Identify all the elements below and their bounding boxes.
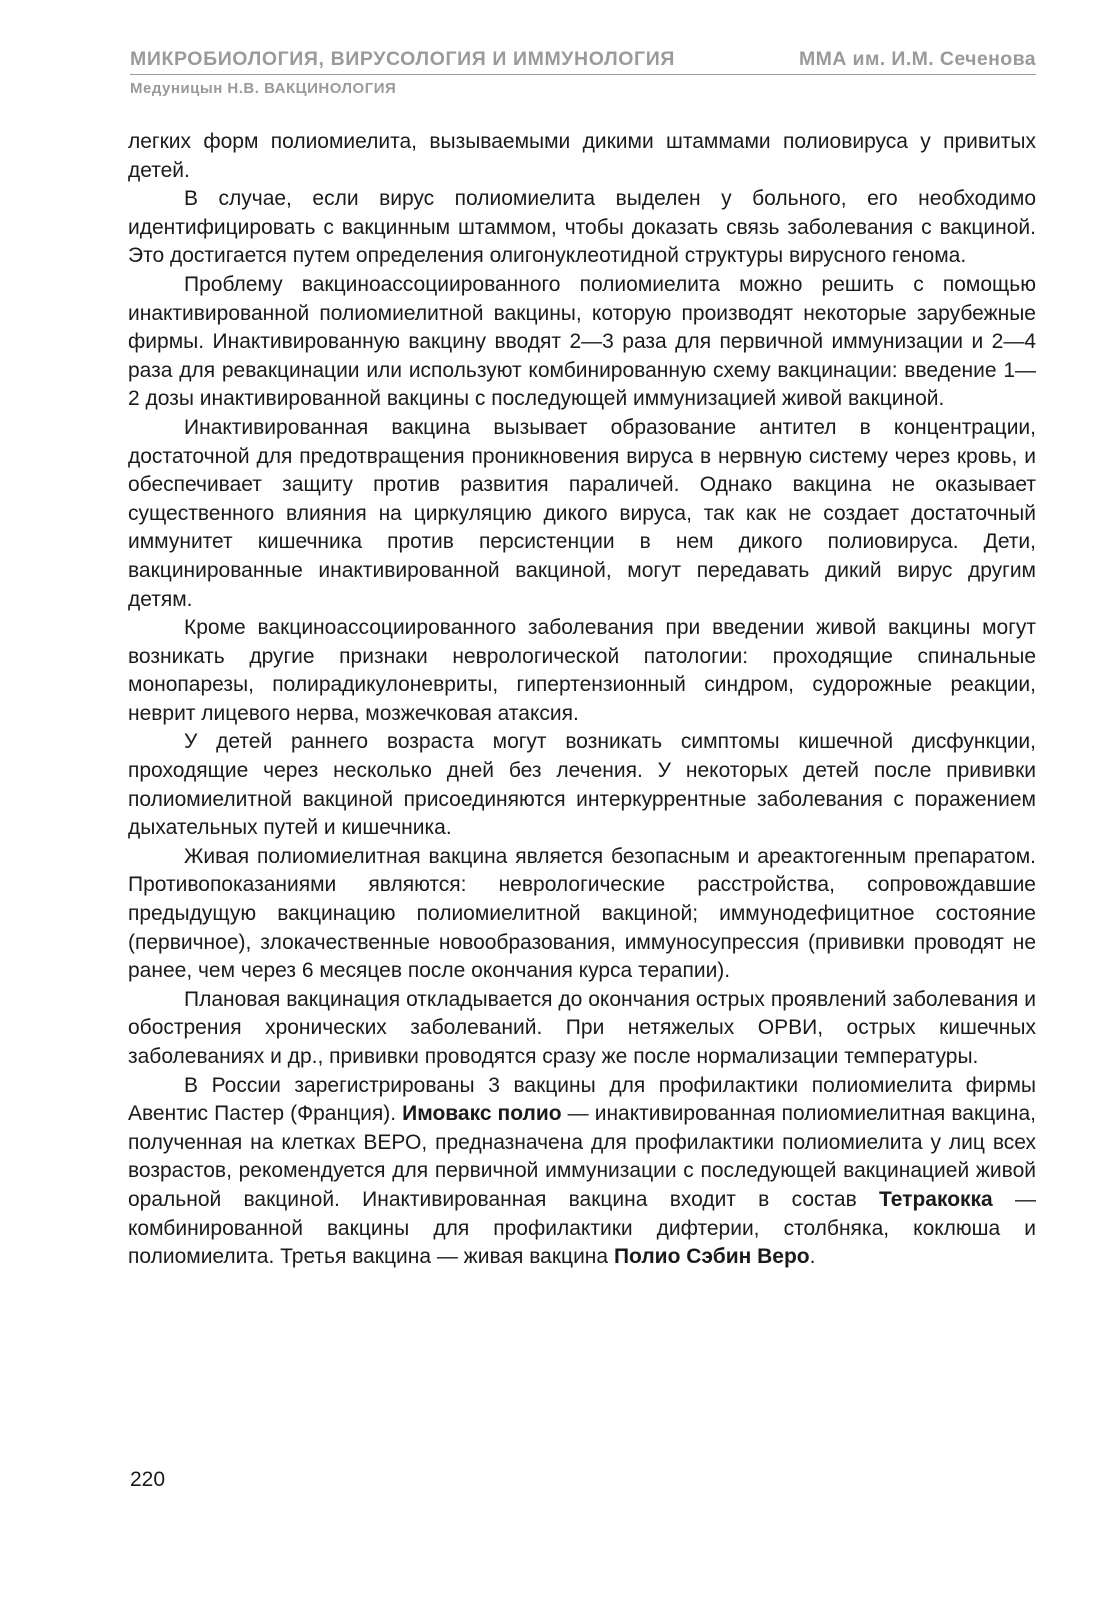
vaccine-name-imovax: Имовакс полио [402, 1102, 562, 1126]
header-title-left: МИКРОБИОЛОГИЯ, ВИРУСОЛОГИЯ И ИММУНОЛОГИЯ [130, 48, 675, 70]
vaccine-name-polio-sabin: Полио Сэбин Веро [613, 1245, 810, 1269]
running-header [130, 44, 1036, 75]
header-subtitle: Медуницын Н.В. ВАКЦИНОЛОГИЯ [130, 80, 397, 97]
paragraph: Инактивированная вакцина вызывает образование антител в концентрации, достаточной для предотвращения проникновения вируса в нервную систему через кровь, и обеспечивает защиту против развития параличей. Однако вакцина не оказывает существенного влияния на циркуляцию дикого вируса, так как не создает достаточный иммунитет кишечника против персистенции в нем дикого полиовируса. Дети, вакцинированные инактивированной вакциной, могут передавать дикий вирус другим детям. [128, 415, 1036, 611]
text-run: — инактивированная полиомиелитная вакцина, полученная на клетках ВЕРО, предназначена для профилактики полиомиелита у лиц всех возрастов, рекомендуется для первичной иммунизации с последующей вакцинацией живой оральной вакциной. Инактивированная вакцина входит в состав [128, 1102, 1036, 1211]
paragraph: Плановая вакцинация откладывается до окончания острых проявлений заболевания и обострения хронических заболеваний. При нетяжелых ОРВИ, острых кишечных заболеваниях и др., прививки проводятся сразу же после нормализации температуры. [128, 987, 1036, 1068]
text-run: — комбинированной вакцины для профилактики дифтерии, столбняка, коклюша и полиомиелита. Третья вакцина — живая вакцина [128, 1187, 1036, 1269]
paragraph: Кроме вакциноассоциированного заболевания при введении живой вакцины могут возникать другие признаки неврологической патологии: проходящие спинальные монопарезы, полирадикулоневриты, гипертензионный синдром, судорожные реакции, неврит лицевого нерва, мозжечковая атаксия. [128, 616, 1036, 725]
paragraph: легких форм полиомиелита, вызываемыми дикими штаммами полиовируса у привитых детей. [128, 130, 1036, 182]
vaccine-name-tetracoq: Тетракокка [878, 1187, 993, 1211]
paragraph: У детей раннего возраста могут возникать симптомы кишечной дисфункции, проходящие через несколько дней без лечения. У некоторых детей после прививки полиомиелитной вакциной присоединяются интеркуррентные заболевания с поражением дыхательных путей и кишечника. [128, 730, 1036, 840]
text-run: . [809, 1245, 816, 1269]
body-text [128, 128, 1036, 1272]
header-title-right: ММА им. И.М. Сеченова [798, 48, 1036, 70]
page-number: 220 [130, 1468, 166, 1491]
paragraph: Живая полиомиелитная вакцина является безопасным и ареактогенным препаратом. Противопоказаниями являются: неврологические расстройства, сопровождавшие предыдущую вакцинацию полиомиелитной вакциной; иммунодефицитное состояние (первичное), злокачественные новообразования, иммуносупрессия (прививки проводят не ранее, чем через 6 месяцев после окончания курса терапии). [128, 844, 1036, 983]
paragraph-vaccines [128, 1072, 1036, 1272]
paragraph: Проблему вакциноассоциированного полиомиелита можно решить с помощью инактивированной полиомиелитной вакцины, которую производят некоторые зарубежные фирмы. Инактивированную вакцину вводят 2—3 раза для первичной иммунизации и 2—4 раза для ревакцинации или используют комбинированную схему вакцинации: введение 1—2 дозы инактивированной вакцины с последующей иммунизацией живой вакциной. [128, 272, 1036, 411]
paragraph: В случае, если вирус полиомиелита выделен у больного, его необходимо идентифицировать с вакцинным штаммом, чтобы доказать связь заболевания с вакциной. Это достигается путем определения олигонуклеотидной структуры вирусного генома. [128, 187, 1036, 268]
text-run: В России зарегистрированы 3 вакцины для профилактики полиомиелита фирмы Авентис Пастер (Франция). [128, 1073, 1036, 1126]
